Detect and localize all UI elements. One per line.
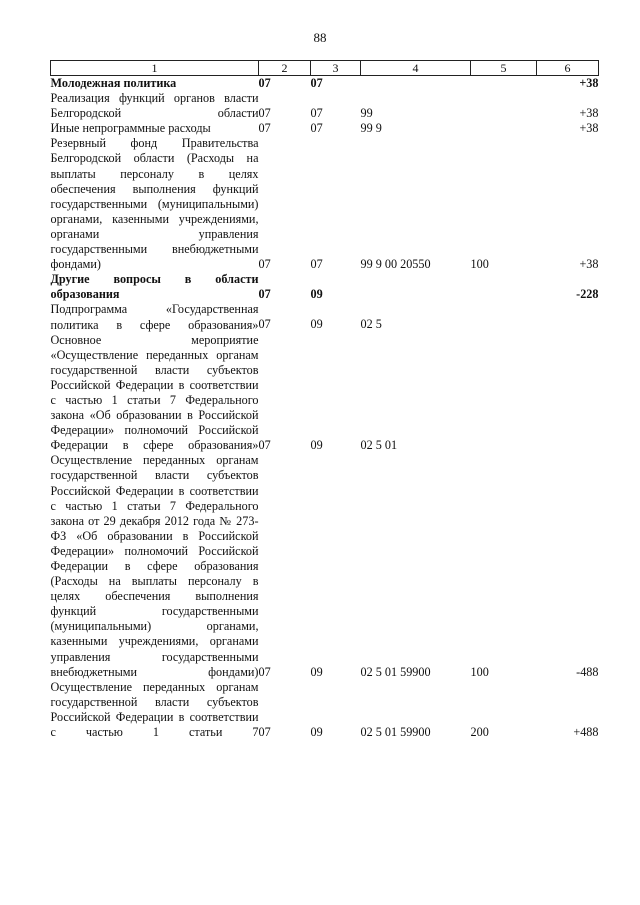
subsection-code: 09 [310,725,323,740]
row-description: Осуществление переданных органам государственной власти субъектов Российской Федерации в соответствии с частью 1 статьи 7 [50,679,259,740]
target-article-code: 02 5 01 59900 [360,725,431,740]
budget-table [50,60,599,740]
section-code: 07 [258,106,271,121]
expense-type-code: 100 [470,664,489,679]
expense-type-code [471,91,537,121]
amount: +38 [579,257,599,272]
amount: +38 [579,121,599,136]
target-article-code: 99 [360,106,373,121]
row-description: Другие вопросы в области образования [50,272,259,302]
column-header-2: 2 [259,61,311,76]
expense-type-code [471,333,537,454]
subsection-code: 09 [310,287,323,302]
target-article-code: 02 5 01 59900 [360,664,431,679]
amount: +488 [573,725,599,740]
row-description: Основное мероприятие «Осуществление переданных органам государственной власти субъектов Российской Федерации в соответствии с частью 1 статьи 7 Федерального закона «Об образовании в Российской Федерации» полномочий Российской Федерации в сфере образования» [50,332,259,453]
expense-type-code: 200 [470,725,489,740]
column-header-4: 4 [361,61,471,76]
column-header-5: 5 [471,61,537,76]
row-description: Иные непрограммные расходы [50,121,211,136]
expense-type-code [471,272,537,302]
target-article-code: 02 5 01 [360,438,398,453]
column-header-6: 6 [537,61,599,76]
section-code: 07 [258,76,271,90]
table-row [51,680,599,740]
section-code: 07 [258,725,271,740]
amount: -488 [576,664,599,679]
target-article-code: 02 5 [360,317,382,332]
expense-type-code [471,302,537,332]
subsection-code: 09 [310,438,323,453]
expense-type-code [471,76,537,92]
target-article-code: 99 9 [360,121,382,136]
section-code: 07 [258,438,271,453]
subsection-code: 07 [310,257,323,272]
table-row [51,333,599,454]
target-article-code [361,76,471,92]
expense-type-code: 100 [470,257,489,272]
subsection-code: 07 [310,106,323,121]
row-description: Реализация функций органов власти Белгородской области [50,91,259,121]
table-row [51,121,599,136]
table-row [51,302,599,332]
subsection-code: 07 [310,76,323,90]
section-code: 07 [258,287,271,302]
section-code: 07 [258,317,271,332]
row-description: Подпрограмма «Государственная политика в сфере образования» [50,302,259,332]
table-row [51,453,599,679]
table-row [51,91,599,121]
target-article-code [361,272,471,302]
section-code: 07 [258,257,271,272]
section-code: 07 [258,664,271,679]
expense-type-code [471,121,537,136]
column-header-1: 1 [51,61,259,76]
row-description: Резервный фонд Правительства Белгородской области (Расходы на выплаты персоналу в целях обеспечения выполнения функций государственными (муниципальными) органами, казенными учреждениями, органами управления государственными внебюджетными фондами) [50,136,259,272]
table-row [51,272,599,302]
amount: +38 [579,106,599,121]
amount [537,302,599,332]
row-description: Молодежная политика [50,76,177,90]
table-row [51,76,599,92]
subsection-code: 09 [310,664,323,679]
table-header-row [51,61,599,76]
row-description: Осуществление переданных органам государственной власти субъектов Российской Федерации в соответствии с частью 1 статьи 7 Федерального закона от 29 декабря 2012 года № 273-ФЗ «Об образовании в Российской Федерации» полномочий Российской Федерации в сфере образования (Расходы на выплаты персоналу в целях обеспечения выполнения функций государственными (муниципальными) органами, казенными учреждениями, органами управления государственными внебюджетными фондами) [50,453,259,679]
subsection-code: 07 [310,121,323,136]
amount [537,333,599,454]
amount: -228 [576,287,599,302]
section-code: 07 [258,121,271,136]
page-number: 88 [313,30,327,45]
amount: +38 [579,76,599,90]
table-row [51,136,599,272]
subsection-code: 09 [310,317,323,332]
target-article-code: 99 9 00 20550 [360,257,431,272]
column-header-3: 3 [311,61,361,76]
